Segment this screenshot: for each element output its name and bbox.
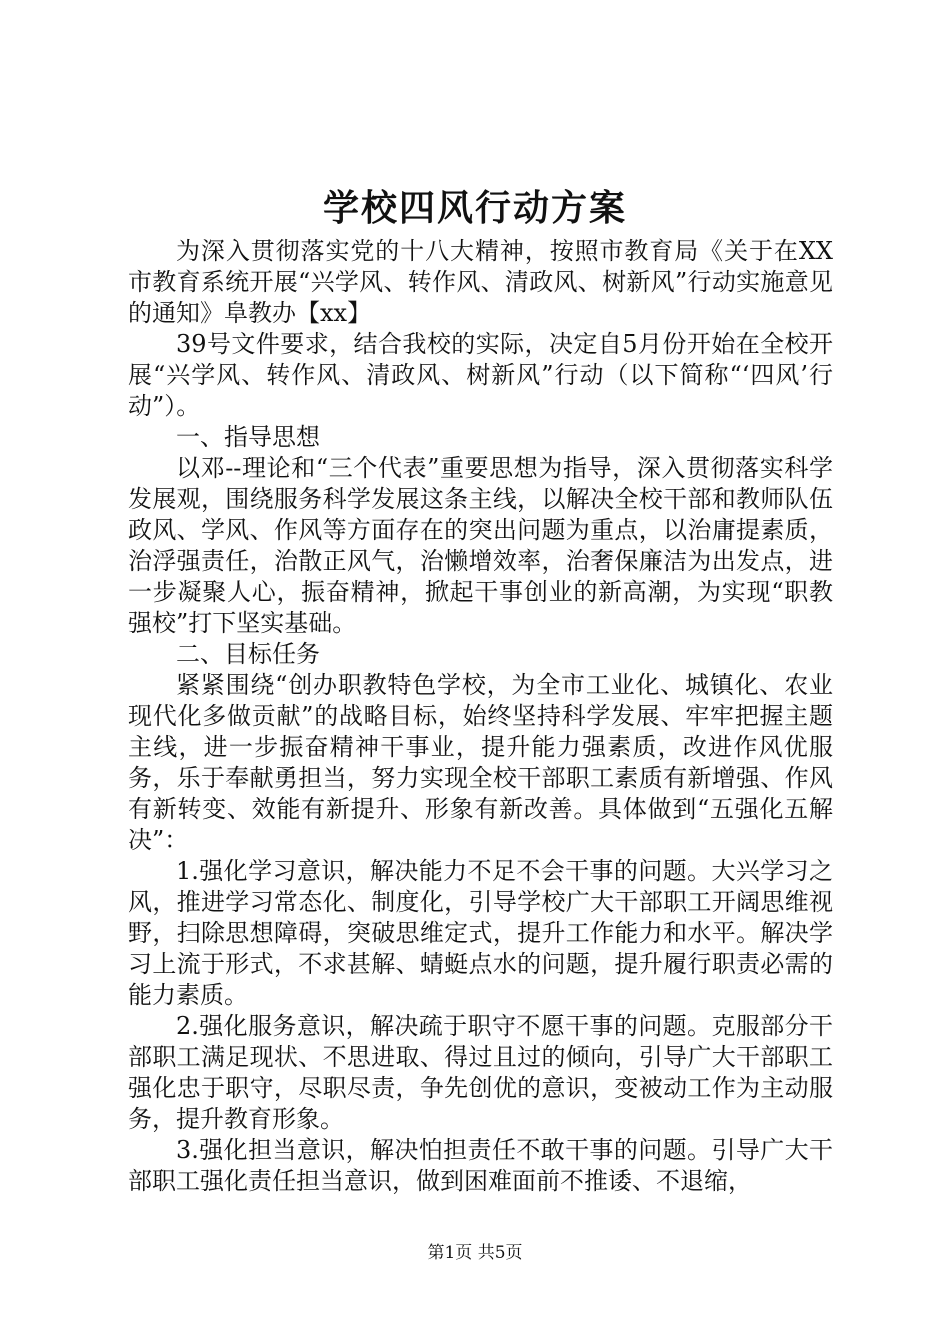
- paragraph-item-1: 1.强化学习意识，解决能力不足不会干事的问题。大兴学习之风，推进学习常态化、制度化，引导学校广大干部职工开阔思维视野，扫除思想障碍，突破思维定式，提升工作能力和水平。解决学习上流于形式，不求甚解、蜻蜓点水的问题，提升履行职责必需的能力素质。: [128, 857, 833, 1009]
- document-body: [128, 236, 833, 1197]
- paragraph-item-3: 3.强化担当意识，解决怕担责任不敢干事的问题。引导广大干部职工强化责任担当意识，做到困难面前不推诿、不退缩，: [128, 1136, 833, 1195]
- paragraph-file-requirement: 39号文件要求，结合我校的实际，决定自5月份开始在全校开展“兴学风、转作风、清政风、树新风”行动（以下简称“‘四风’行动”）。: [128, 330, 833, 420]
- paragraph-intro: 为深入贯彻落实党的十八大精神，按照市教育局《关于在XX市教育系统开展“兴学风、转作风、清政风、树新风”行动实施意见的通知》阜教办【xx】: [128, 237, 833, 327]
- document-title: 学校四风行动方案: [322, 187, 627, 229]
- section-heading-goals: 二、目标任务: [176, 640, 320, 668]
- paragraph-guiding-ideology: 以邓--理论和“三个代表”重要思想为指导，深入贯彻落实科学发展观，围绕服务科学发展这条主线，以解决全校干部和教师队伍政风、学风、作风等方面存在的突出问题为重点，以治庸提素质，治浮强责任，治散正风气，治懒增效率，治奢保廉洁为出发点，进一步凝聚人心，振奋精神，掀起干事创业的新高潮，为实现“职教强校”打下坚实基础。: [128, 454, 833, 637]
- section-heading-guiding-ideology: 一、指导思想: [176, 423, 320, 451]
- paragraph-item-2: 2.强化服务意识，解决疏于职守不愿干事的问题。克服部分干部职工满足现状、不思进取、得过且过的倾向，引导广大干部职工强化忠于职守，尽职尽责，争先创优的意识，变被动工作为主动服务，提升教育形象。: [128, 1012, 833, 1133]
- page-footer: 第1页 共5页: [427, 1243, 523, 1263]
- paragraph-goals: 紧紧围绕“创办职教特色学校，为全市工业化、城镇化、农业现代化多做贡献”的战略目标，始终坚持科学发展、牢牢把握主题主线，进一步振奋精神干事业，提升能力强素质，改进作风优服务，乐于奉献勇担当，努力实现全校干部职工素质有新增强、作风有新转变、效能有新提升、形象有新改善。具体做到“五强化五解决”：: [128, 671, 833, 854]
